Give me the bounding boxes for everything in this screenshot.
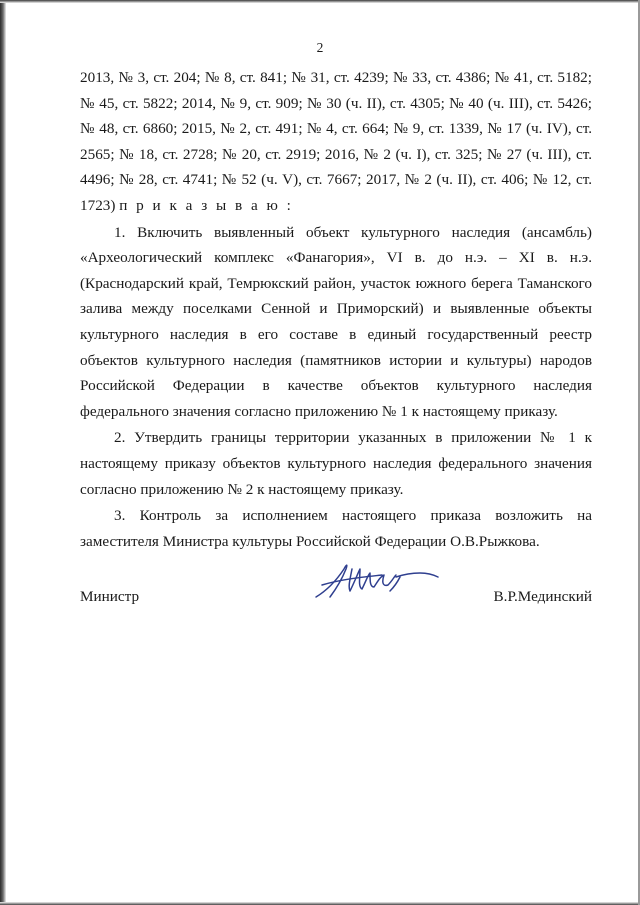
handwritten-signature-icon xyxy=(312,557,442,605)
signer-title: Министр xyxy=(80,588,140,605)
citation-paragraph xyxy=(80,65,592,219)
scan-edge-left xyxy=(0,0,6,905)
citation-text: 2013, № 3, ст. 204; № 8, ст. 841; № 31, ст. 4239; № 33, ст. 4386; № 41, ст. 5182; № 45, ст. 5822; 2014, № 9, ст. 909; № 30 (ч. II), ст. 4305; № 40 (ч. III), ст. 5426; № 48, ст. 6860; 2015, № 2, ст. 491; № 4, ст. 664; № 9, ст. 1339, № 17 (ч. IV), ст. 2565; № 18, ст. 2728; № 20, ст. 2919; 2016, № 2 (ч. I), ст. 325; № 27 (ч. III), ст. 4496; № 28, ст. 4741; № 52 (ч. V), ст. 7667; 2017, № 2 (ч. II), ст. 406; № 12, ст. 1723) xyxy=(80,69,592,214)
order-item-3: 3. Контроль за исполнением настоящего приказа возложить на заместителя Министра культуры Российской Федерации О.В.Рыжкова. xyxy=(80,507,592,550)
order-item-1: 1. Включить выявленный объект культурного наследия (ансамбль) «Археологический комплекс «Фанагория», VI в. до н.э. – XI в. н.э. (Краснодарский край, Темрюкский район, участок южного берега Таманского залива между поселками Сенной и Приморский) и выявленные объекты культурного наследия в его составе в единый государственный реестр объектов культурного наследия (памятников истории и культуры) народов Российской Федерации в качестве объектов культурного наследия федерального значения согласно приложению № 1 к настоящему приказу. xyxy=(80,223,592,420)
order-word: п р и к а з ы в а ю : xyxy=(119,196,294,214)
signer-name: В.Р.Мединский xyxy=(493,588,592,605)
document-body xyxy=(80,65,592,554)
order-item-2: 2. Утвердить границы территории указанных в приложении № 1 к настоящему приказу объектов культурного наследия федерального значения согласно приложению № 2 к настоящему приказу. xyxy=(80,429,592,498)
page-number: 2 xyxy=(316,40,324,55)
scan-edge-top xyxy=(0,0,640,3)
